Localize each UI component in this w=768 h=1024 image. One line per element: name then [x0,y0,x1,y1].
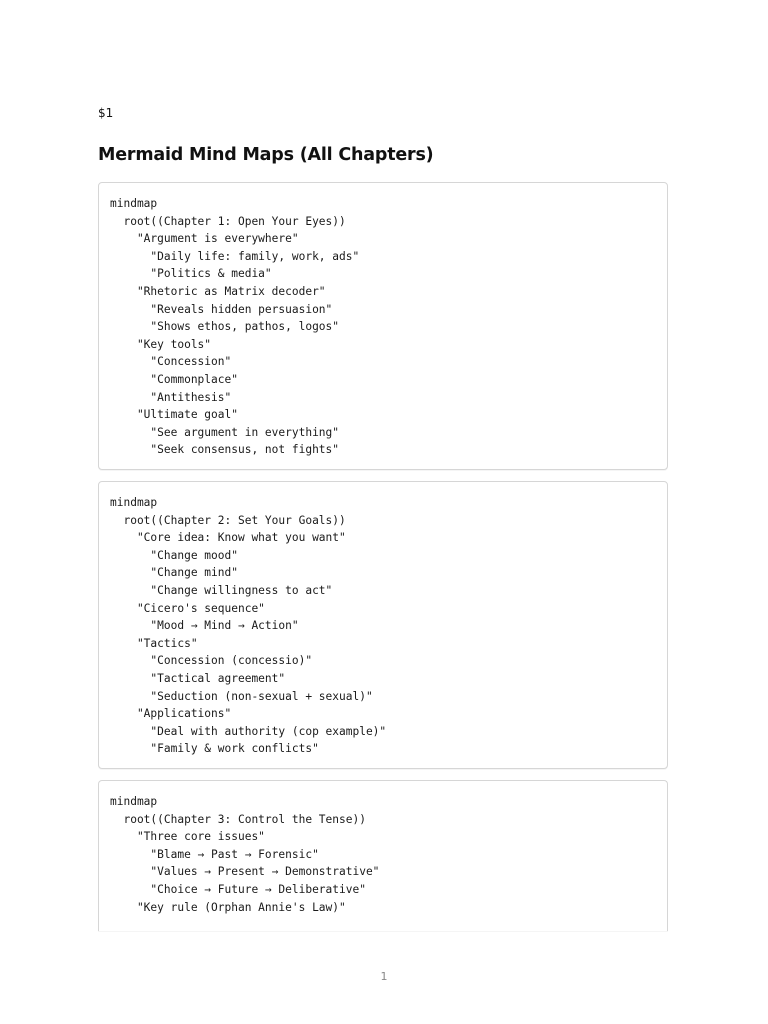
code-line: "Concession (concessio)" [110,654,313,668]
code-line: "Argument is everywhere" [110,232,299,246]
code-line: "Change mood" [110,548,238,562]
code-line: "Change willingness to act" [110,583,333,597]
code-line: "Family & work conflicts" [110,742,319,756]
code-line: "Values → Present → Demonstrative" [110,865,380,879]
code-line: "Politics & media" [110,267,272,281]
code-line: "Key rule (Orphan Annie's Law)" [110,900,346,914]
code-line: "Change mind" [110,566,238,580]
code-line: root((Chapter 3: Control the Tense)) [110,812,366,826]
code-line: "Antithesis" [110,390,232,404]
code-line: "Rhetoric as Matrix decoder" [110,284,326,298]
code-line: "Deal with authority (cop example)" [110,724,387,738]
code-line: "Commonplace" [110,372,238,386]
page-label: $1 [98,106,114,120]
code-line: "Key tools" [110,337,212,351]
code-line: "Three core issues" [110,830,265,844]
code-line: "Tactical agreement" [110,671,286,685]
code-line: "Seduction (non-sexual + sexual)" [110,689,373,703]
code-line: "Ultimate goal" [110,408,238,422]
code-line: mindmap [110,197,158,210]
code-line: "Core idea: Know what you want" [110,531,346,545]
code-block-chapter-1 [98,182,668,470]
code-line: "Cicero's sequence" [110,601,265,615]
page-number: 1 [380,970,388,983]
code-line: root((Chapter 2: Set Your Goals)) [110,513,346,527]
code-line: "Applications" [110,707,232,721]
code-line: "Daily life: family, work, ads" [110,249,360,263]
code-block-chapter-2 [98,481,668,769]
code-line: mindmap [110,496,158,509]
page-title: Mermaid Mind Maps (All Chapters) [98,145,434,165]
code-line: "Mood → Mind → Action" [110,619,299,633]
code-line: "Choice → Future → Deliberative" [110,882,366,896]
code-line: "Tactics" [110,636,198,650]
code-block-chapter-3 [98,780,668,931]
code-line: root((Chapter 1: Open Your Eyes)) [110,214,346,228]
code-line: "Concession" [110,355,232,369]
code-line: mindmap [110,795,158,808]
code-line: "Shows ethos, pathos, logos" [110,320,340,334]
code-line: "See argument in everything" [110,425,340,439]
code-line: "Reveals hidden persuasion" [110,302,333,316]
code-line: "Blame → Past → Forensic" [110,847,319,861]
code-line: "Seek consensus, not fights" [110,443,340,457]
